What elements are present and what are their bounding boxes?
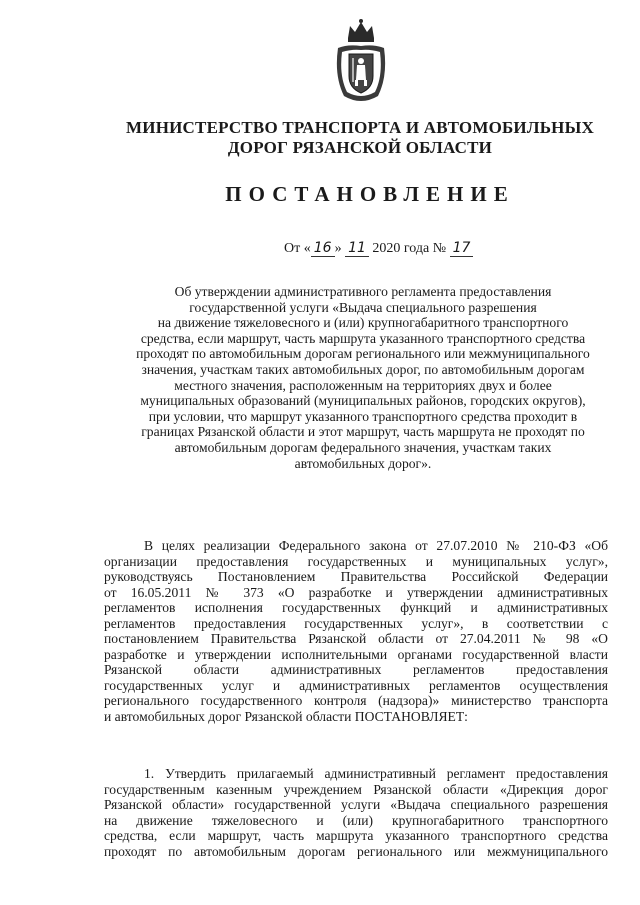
paragraph-line: и автомобильных дорог Рязанской области ПОСТАНОВЛЯЕТ: (104, 708, 468, 724)
paragraph-line: от 16.05.2011 № 373 «О разработке и утверждении административных (104, 584, 608, 600)
paragraph-line: руководствуясь Постановлением Правительства Российской Федерации (104, 569, 608, 584)
subject-line: местного значения, расположенным на территориях двух и более (174, 377, 552, 393)
subject-line: при условии, что маршрут указанного транспортного средства проходит в (148, 408, 578, 424)
subject-line: границах Рязанской области и этот маршрут, часть маршрута не проходят по (141, 424, 585, 440)
date-year: 2020 года № (368, 241, 450, 256)
subject-line: на движение тяжеловесного и (или) крупногабаритного транспортного (157, 315, 569, 331)
subject-line: автомобильным дорогам федерального значения, участкам таких (174, 439, 552, 455)
paragraph-line: средства, если маршрут, часть маршрута указанного транспортного средства (104, 828, 608, 843)
ministry-name-line: ДОРОГ РЯЗАНСКОЙ ОБЛАСТИ (227, 138, 493, 157)
date-prefix: От « (284, 241, 311, 256)
date-mid: » (334, 241, 346, 256)
document-number: 17 (450, 240, 474, 257)
paragraph-line: на движение тяжеловесного и (или) крупногабаритного транспортного (104, 812, 608, 828)
subject-line: государственной услуги «Выдача специального разрешения (189, 299, 537, 315)
document-date-line (284, 240, 473, 257)
clause-1-paragraph (104, 766, 608, 859)
paragraph-line: регламентов предоставления государственных услуг», в соответствии с (104, 615, 608, 631)
date-month: 11 (345, 240, 369, 257)
subject-line: средства, если маршрут, часть маршрута указанного транспортного средства (140, 330, 586, 346)
paragraph-line: организации предоставления государственных и муниципальных услуг», (104, 553, 608, 569)
paragraph-line: государственных услуг и административных регламентов осуществления (104, 677, 608, 693)
paragraph-line: В целях реализации Федерального закона от 27.07.2010 № 210-ФЗ «Об (144, 538, 608, 553)
subject-line: муниципальных образований (муниципальных районов, городских округов), (140, 393, 586, 409)
subject-line: значения, участкам таких автомобильных дорог, по автомобильным дорогам (141, 361, 585, 377)
paragraph-line: 1. Утвердить прилагаемый административный регламент предоставления (144, 766, 608, 781)
subject-line: проходят по автомобильным дорогам регионального или межмуниципального (136, 346, 590, 362)
subject-line: автомобильных дорог». (294, 455, 432, 471)
date-day: 16 (311, 240, 335, 257)
ministry-name (120, 118, 600, 158)
document-subject (120, 284, 606, 471)
paragraph-line: регламентов исполнения государственных функций и административных (104, 600, 608, 615)
paragraph-line: Рязанской области административных регламентов предоставления (104, 662, 608, 677)
ministry-name-line: МИНИСТЕРСТВО ТРАНСПОРТА И АВТОМОБИЛЬНЫХ (126, 118, 594, 137)
paragraph-line: постановлением Правительства Рязанской области от 27.04.2011 № 98 «О (104, 631, 608, 646)
preamble-paragraph (104, 538, 608, 724)
paragraph-line: разработке и утверждении исполнительными органами государственной власти (104, 646, 608, 662)
paragraph-line: проходят по автомобильным дорогам регионального или межмуниципального (104, 843, 608, 859)
paragraph-line: государственным казенным учреждением Рязанской области «Дирекция дорог (104, 781, 608, 797)
subject-line: Об утверждении административного регламента предоставления (174, 284, 552, 299)
coat-of-arms-emblem (330, 18, 392, 106)
document-type-title: ПОСТАНОВЛЕНИЕ (225, 182, 515, 206)
paragraph-line: регионального государственного контроля (надзора)» министерство транспорта (104, 693, 608, 708)
paragraph-line: Рязанской области» государственной услуги «Выдача специального разрешения (104, 797, 608, 812)
